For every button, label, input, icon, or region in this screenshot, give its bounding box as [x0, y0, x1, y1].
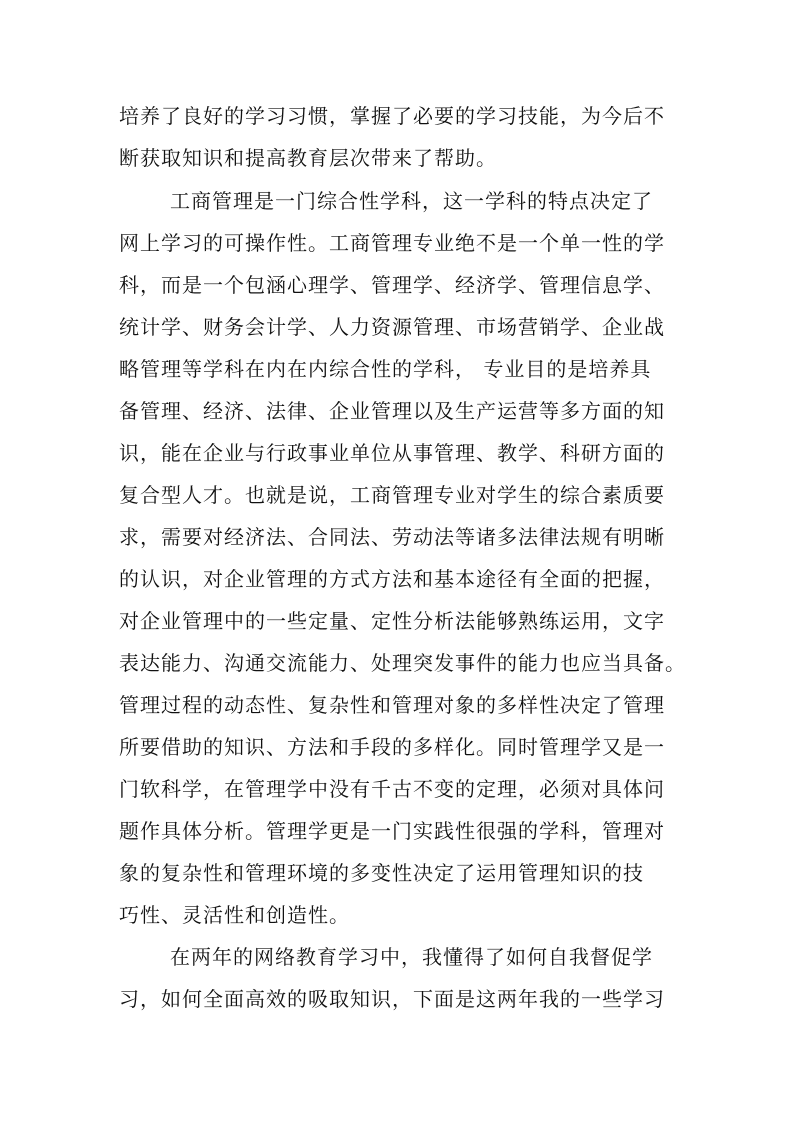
text-line: 习，如何全面高效的吸取知识，下面是这两年我的一些学习	[119, 987, 665, 1011]
text-line: 备管理、经济、法律、企业管理以及生产运营等多方面的知	[119, 399, 665, 423]
text-line: 管理过程的动态性、复杂性和管理对象的多样性决定了管理	[119, 693, 665, 717]
text-line: 统计学、财务会计学、人力资源管理、市场营销学、企业战	[119, 315, 665, 339]
text-line: 题作具体分析。管理学更是一门实践性很强的学科，管理对	[119, 819, 665, 843]
text-line: 识，能在企业与行政事业单位从事管理、教学、科研方面的	[119, 441, 665, 465]
text-line: 象的复杂性和管理环境的多变性决定了运用管理知识的技	[119, 861, 644, 885]
text-line: 复合型人才。也就是说，工商管理专业对学生的综合素质要	[119, 483, 665, 507]
text-line: 培养了良好的学习习惯，掌握了必要的学习技能，为今后不	[119, 104, 665, 128]
text-line: 巧性、灵活性和创造性。	[119, 903, 350, 927]
paragraph-first-line: 工商管理是一门综合性学科，这一学科的特点决定了	[170, 189, 653, 213]
text-line: 求，需要对经济法、合同法、劳动法等诸多法律法规有明晰	[119, 525, 665, 549]
text-line: 的认识，对企业管理的方式方法和基本途径有全面的把握，	[119, 567, 665, 591]
text-line: 断获取知识和提高教育层次带来了帮助。	[119, 146, 497, 170]
text-line: 略管理等学科在内在内综合性的学科， 专业目的是培养具	[119, 357, 652, 381]
text-line: 网上学习的可操作性。工商管理专业绝不是一个单一性的学	[119, 231, 665, 255]
paragraph-first-line: 在两年的网络教育学习中，我懂得了如何自我督促学	[170, 945, 653, 969]
text-line: 对企业管理中的一些定量、定性分析法能够熟练运用，文字	[119, 609, 665, 633]
text-line: 表达能力、沟通交流能力、处理突发事件的能力也应当具备。	[119, 651, 686, 675]
text-line: 门软科学，在管理学中没有千古不变的定理，必须对具体问	[119, 777, 665, 801]
text-line: 所要借助的知识、方法和手段的多样化。同时管理学又是一	[119, 735, 665, 759]
text-line: 科，而是一个包涵心理学、管理学、经济学、管理信息学、	[119, 273, 665, 297]
